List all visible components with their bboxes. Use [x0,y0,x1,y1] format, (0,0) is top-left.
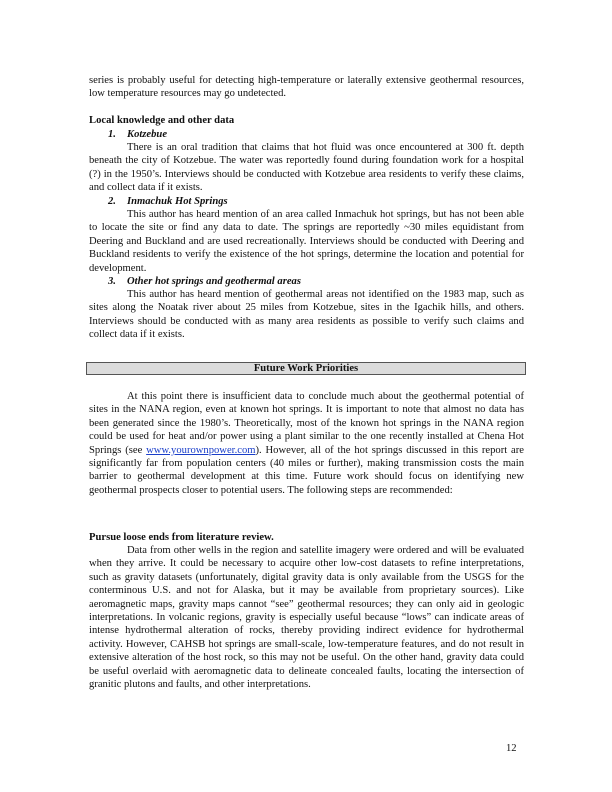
list-number: 2. [108,196,116,207]
future-work-text-a: At this point there is insufficient data to conclude much about the geothermal potential of sites in the NANA region, even at known hot springs. It is important to note that almost no data has been generated since the 1980’s. Theoretically, most of the known hot springs in the NANA region could be used for heat and/or power using a plant similar to the one recently installed at Chena Hot Springs (see [89,391,524,456]
pursue-paragraph: Data from other wells in the region and satellite imagery were ordered and will be evaluated when they arrive. It could be necessary to acquire other low-cost datasets to refine interpretations, such as gravity datasets (unfortunately, digital gravity data is only available from the USGS for the conterminous U.S. and not for Alaska, but it may be available from proprietary sources). Like aeromagnetic maps, gravity maps cannot “see” geothermal resources; they can only aid in geologic interpretations. In volcanic regions, gravity is especially useful because “lows” can indicate areas of intense hydrothermal alteration of rocks, thereby providing indirect evidence for hydrothermal activity. However, CAHSB hot springs are small-scale, low-temperature features, and do not result in extensive alteration of the host rock, so this may not be useful. On the other hand, gravity data could be useful overlaid with aeromagnetic data to delineate concealed faults, locating the intersection of granitic plutons and faults, and other interpretations. [89,545,524,691]
section-heading-local-knowledge: Local knowledge and other data [89,115,235,126]
yourownpower-link[interactable]: www.yourownpower.com [146,444,256,456]
list-item-2-title [108,195,228,208]
list-item-3-text: This author has heard mention of geothermal areas not identified on the 1983 map, such as sites along the Noatak river about 25 miles from Kotzebue, sites in the Igachik hills, and others. Interviews should be conducted with as many area residents as possible to verify such claims and collect data if it exists. [89,289,524,341]
list-item-title: Inmachuk Hot Springs [127,196,228,207]
list-item-title: Other hot springs and geothermal areas [127,276,301,287]
paragraph-continuation: series is probably useful for detecting high-temperature or laterally extensive geothermal resources, low temperature resources may go undetected. [89,75,524,100]
page-number: 12 [506,743,517,754]
section-banner-future-work: Future Work Priorities [86,362,526,375]
list-number: 1. [108,129,116,140]
list-item-1-text: There is an oral tradition that claims that hot fluid was once encountered at 300 ft. depth beneath the city of Kotzebue. The water was reportedly found during foundation work for a hospital (?) in the 1950’s. Interviews should be conducted with Kotzebue area residents to verify these claims, and collect data if it exists. [89,142,524,194]
section-heading-pursue: Pursue loose ends from literature review. [89,532,274,543]
list-number: 3. [108,276,116,287]
list-item-2-text: This author has heard mention of an area called Inmachuk hot springs, but has not been able to locate the site or find any data to date. The springs are reportedly ~30 miles equidistant from Deering and Buckland and are used recreationally. Interviews should be conducted with Deering and Buckland residents to verify the existence of the hot springs, determine the location and potential for development. [89,209,524,274]
future-work-text-b: ). However, all of the hot springs discussed in this report are significantly far from population centers (40 miles or further), making transmission costs the main barrier to geothermal development at this time. Future work should focus on identifying new geothermal prospects closer to potential users. The following steps are recommended: [89,444,524,496]
list-item-1-title [108,128,167,141]
list-item-title: Kotzebue [127,129,168,140]
future-work-paragraph [89,390,524,497]
list-item-3-title [108,275,301,288]
